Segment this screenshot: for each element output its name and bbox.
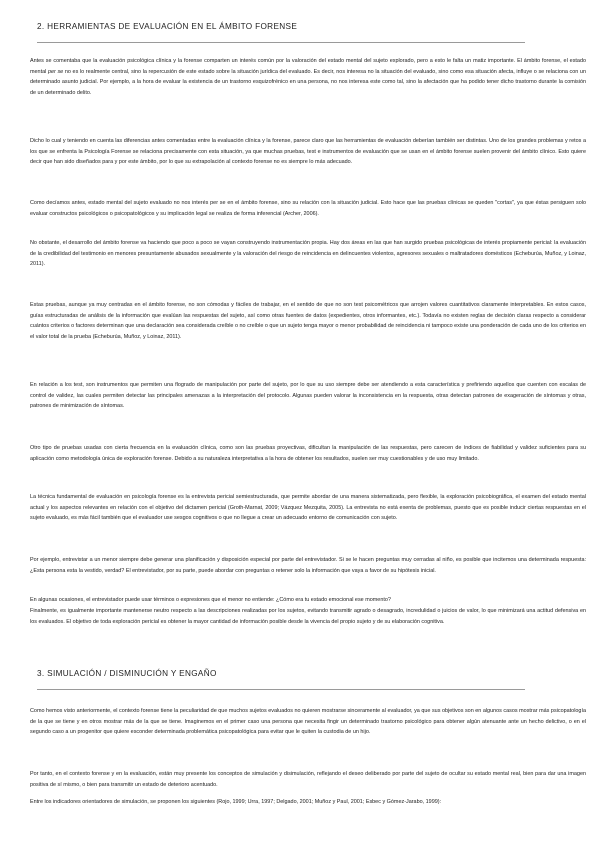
s2-paragraph-2: Dicho lo cual y teniendo en cuenta las diferencias antes comentadas entre la evaluación clínica y la forense, parece claro que las herramientas de evaluación deberían también ser distintas. Uno de los grandes problemas y retos a los que se enfrenta la Psicología Forense se relaciona precisamente con esta situación, ya que muchas pruebas, test e instrumentos de evaluación que se usan en el ámbito forense suelen provenir del ámbito clínico. Esto quiere decir que han sido diseñados para y por este ámbito, por lo que su extrapolación al contexto forense no es siempre lo más adecuado.	[30, 138, 586, 165]
s2-paragraph-1: Antes se comentaba que la evaluación psicológica clínica y la forense comparten un interés común por la valoración del estado mental del sujeto explorado, pero a esto le falta un matiz importante. El ámbito forense, el estado mental per se no es lo realmente central, sino la repercusión de este estado sobre la situación jurídica del evaluado. Es decir, nos interesa no la situación del evaluado, sino como esa situación afecta, influye o se relaciona con un determinado asunto judicial. Por ejemplo, a la hora de evaluar la existencia de un trastorno esquizofrénico en una persona, no nos interesa este como tal, sino la afectación que ha podido tener dicho trastorno durante la comisión de un determinado delito.	[30, 58, 586, 96]
s2-paragraph-5: Estas pruebas, aunque ya muy centradas en el ámbito forense, no son cómodas y fáciles de trabajar, en el sentido de que no son test psicométricos que arrojen valores cuantitativos claramente interpretables. En estos casos, guías estructuradas de análisis de la información que evalúan las respuestas del sujeto, así como otras fuentes de datos (expedientes, otros informantes, etc.). Todavía no existen reglas de decisión claras respecto a considerar cuántos criterios o factores determinan que una declaración sea considerada creíble o no creíble o que un sujeto tenga mayor o menor probabilidad de reincidencia ni tampoco existe una ponderación de cada uno de los criterios en el valor total de la prueba (Echeburúa, Muñoz, y Loinaz, 2011).	[30, 302, 586, 340]
s2-paragraph-4: No obstante, el desarrollo del ámbito forense va haciendo que poco a poco se vayan construyendo instrumentación propia. Hay dos áreas en las que han surgido pruebas psicológicas de interés propiamente pericial: la evaluación de la credibilidad del testimonio en menores presuntamente abusados sexualmente y la valoración del riesgo de reincidencia en delincuentes violentos, agresores sexuales o maltratadores domésticos (Echeburúa, Muñoz, y Loinaz, 2011).	[30, 240, 586, 267]
s2-paragraph-3: Como decíamos antes, estado mental del sujeto evaluado no nos interés per se en el ámbito forense, sino su relación con la situación judicial. Esto hace que las pruebas clínicas se queden "cortas", ya que éstas persiguen solo evaluar constructos psicológicos o psicopatológicos y su implicación legal se realiza de forma inferencial (Archer, 2006).	[30, 200, 586, 217]
italic-term: per se	[47, 68, 64, 75]
s2-paragraph-7: Otro tipo de pruebas usadas con cierta frecuencia en la evaluación clínica, como son las pruebas proyectivas, dificultan la manipulación de las respuestas, pero carecen de índices de fiabilidad y validez suficientes para su aplicación como metodología única de exploración forense. Debido a su naturaleza interpretativa a la hora de obtener los resultados, suelen ser muy cuestionables y de uso muy limitado.	[30, 445, 586, 462]
s3-paragraph-3: Entre los indicadores orientadores de simulación, se proponen los siguientes (Rojo, 1999; Urra, 1997; Delgado, 2001; Muñoz y Paul, 2001; Esbec y Gómez-Jarabo, 1999):	[30, 799, 442, 805]
s2-paragraph-10: En algunas ocasiones, el entrevistador puede usar términos o expresiones que el menor no entiende: ¿Cómo era tu estado emocional ese momento?	[30, 597, 391, 603]
s3-paragraph-1: Como hemos visto anteriormente, el contexto forense tiene la peculiaridad de que muchos sujetos evaluados no quieren mostrarse sinceramente al evaluador, ya que sus objetivos son en algunos casos mostrar más psicopatología de la que se tiene y en otros mostrar más de la que se tiene. Imaginemos en el primer caso una persona que necesita fingir un determinado trastorno psicológico para obtener algún atenuante ante un hecho delictivo, o en el segundo caso a un progenitor que quiere esconder determinada problemática psicopatológica para evitar que le quiten la custodia de un hijo.	[30, 708, 586, 735]
section-3-divider	[37, 689, 525, 690]
section-2-heading: 2. HERRAMIENTAS DE EVALUACIÓN EN EL ÁMBITO FORENSE	[37, 22, 298, 31]
section-3-heading: 3. SIMULACIÓN / DISMINUCIÓN Y ENGAÑO	[37, 669, 217, 678]
s3-paragraph-2: Por tanto, en el contexto forense y en la evaluación, están muy presente los conceptos de simulación y disimulación, reflejando el deseo deliberado por parte del sujeto de ocultar su estado mental real, bien para dar una imagen positiva de sí mismo, o bien para transmitir un estado de deterioro acentuado.	[30, 771, 586, 788]
section-2-divider	[37, 42, 525, 43]
s2-paragraph-6: En relación a los test, son instrumentos que permiten una ﬂogrado de manipulación por parte del sujeto, por lo que su uso siempre debe ser atendiendo a esta característica y prefiriendo aquellos que cuenten con escalas de control de validez, las cuales permiten detectar las principales amenazas a la interpretación del protocolo. Algunas pueden valorar la inconsistencia en la respuesta, otras detectan patrones de exageración de síntomas y otras, patrones de minimización de síntomas.	[30, 382, 586, 409]
s2-paragraph-8: La técnica fundamental de evaluación en psicología forense es la entrevista pericial semiestructurada, que permite abordar de una manera sistematizada, pero flexible, la exploración psicobiográfica, el examen del estado mental actual y los aspectos relevantes en relación con el objetivo del dictamen pericial (Groth-Marnat, 2009; Vázquez Mezquita, 2005). La entrevista no está exenta de problemas, puesto que es posible inducir ciertas respuestas en el sujeto evaluado, es más fácil también que el evaluador use sesgos cognitivos o que no llegue a crear un adecuado entorno de comunicación con sujeto.	[30, 494, 586, 521]
s2-paragraph-11: Finalmente, es igualmente importante mantenerse neutro respecto a las descripciones realizadas por los sujetos, evitando transmitir agrado o desagrado, incredulidad o juicios de valor, lo que minimizará una actitud defensiva en los evaluados. El objetivo de toda exploración pericial es obtener la mayor cantidad de información posible desde la vivencia del propio sujeto y de su elaboración cognitiva.	[30, 608, 586, 625]
s2-paragraph-9: Por ejemplo, entrevistar a un menor siempre debe generar una planificación y disposición especial por parte del entrevistador. Si se le hacen preguntas muy cerradas al niño, es posible que incitemos una determinada respuesta: ¿Esta persona esta la vestido, verdad? El entrevistador, por su parte, puede abordar con preguntas o retener solo la información que vaya a favor de su hipótesis inicial.	[30, 557, 586, 574]
